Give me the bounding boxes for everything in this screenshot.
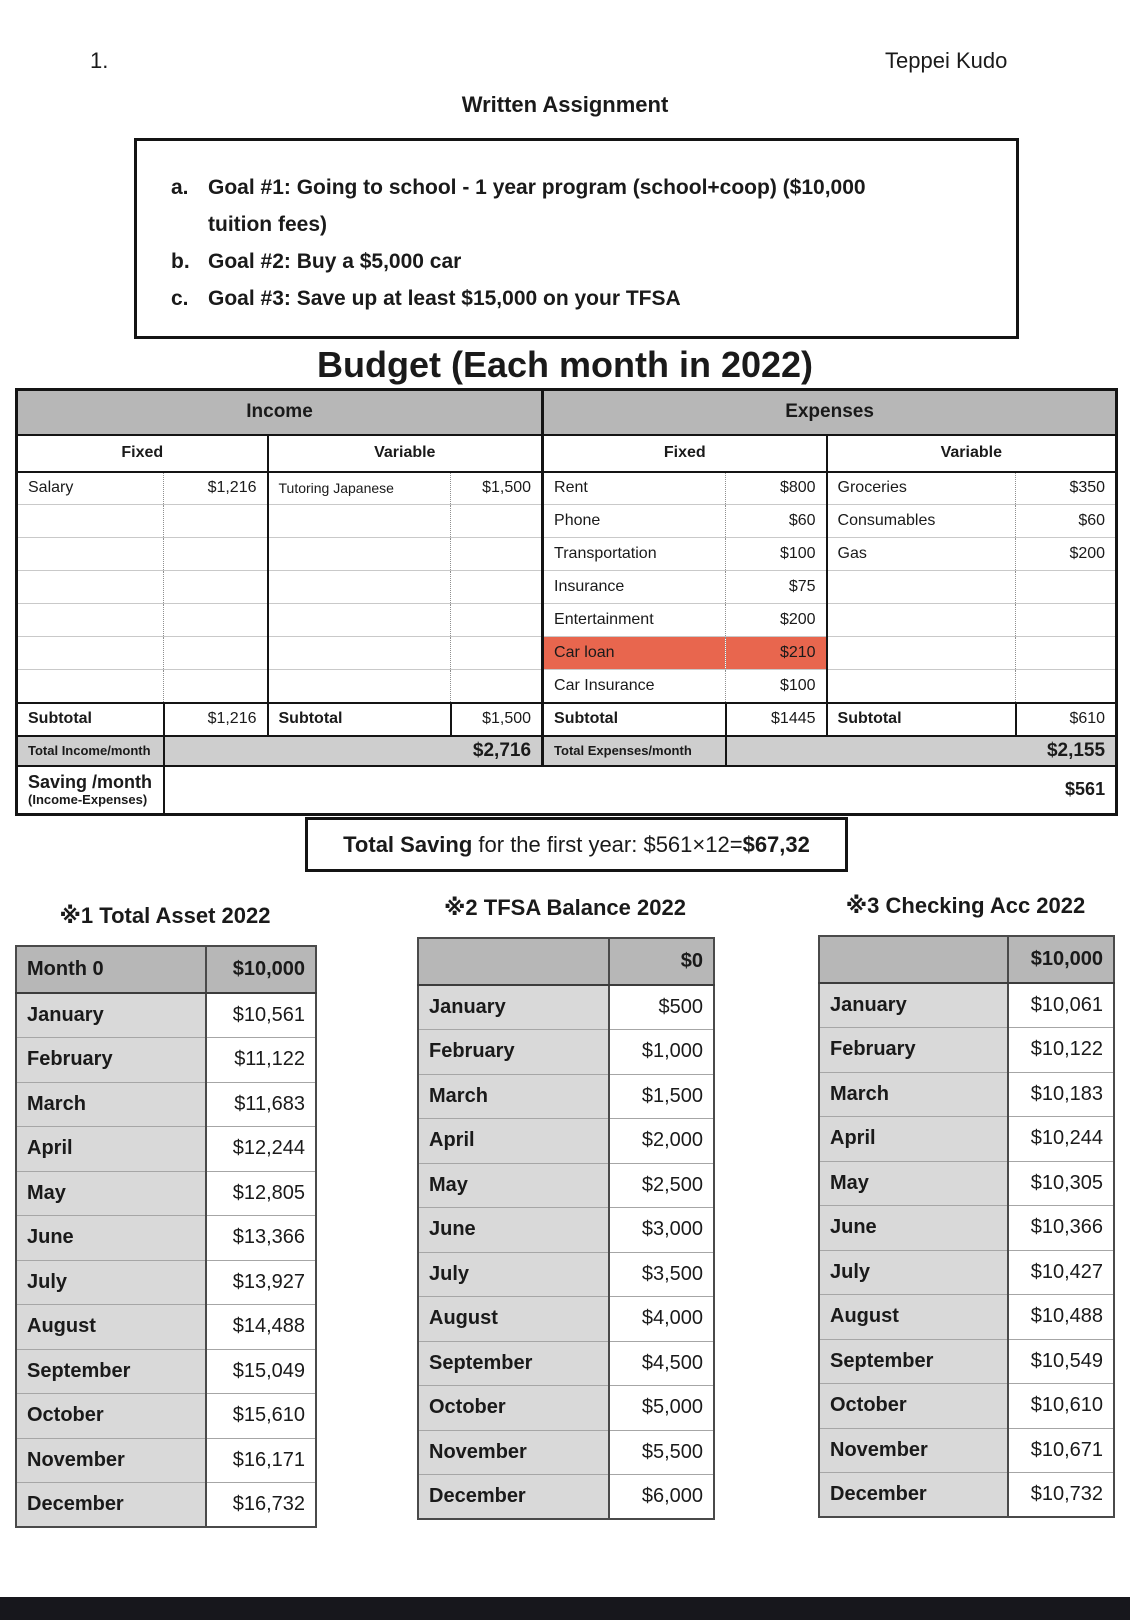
month-label: January [819, 983, 1008, 1028]
table-row [418, 1163, 714, 1208]
table-row [16, 1038, 316, 1083]
month-label: March [16, 1082, 206, 1127]
saving-label: Saving /month [28, 771, 153, 792]
table-row [16, 1305, 316, 1350]
month-value: $10,732 [1008, 1473, 1114, 1518]
table-row [418, 1074, 714, 1119]
total-income-label: Total Income/month [17, 736, 164, 766]
month-value: $14,488 [206, 1305, 316, 1350]
expenses-fixed-subtotal-label: Subtotal [543, 703, 726, 736]
income-fixed-label [17, 505, 164, 538]
table-row [819, 1295, 1114, 1340]
checking-acc-table-section [818, 893, 1115, 1518]
table-row [16, 1216, 316, 1261]
expenses-variable-value [1016, 604, 1117, 637]
total-asset-table-section [15, 903, 317, 1528]
goals-box [134, 138, 1019, 339]
month-label: July [819, 1250, 1008, 1295]
month-value: $4,000 [609, 1297, 714, 1342]
month-value: $10,610 [1008, 1384, 1114, 1429]
table-row [16, 993, 316, 1038]
goal-marker: a. [171, 176, 189, 199]
expenses-variable-value [1016, 670, 1117, 703]
month-value: $10,122 [1008, 1028, 1114, 1073]
header-label [819, 936, 1008, 983]
header-label: Month 0 [16, 946, 206, 993]
month-label: September [418, 1341, 609, 1386]
month-label: December [16, 1483, 206, 1528]
expenses-fixed-value: $200 [726, 604, 827, 637]
month-value: $10,671 [1008, 1428, 1114, 1473]
income-variable-label [268, 670, 451, 703]
month-label: January [418, 985, 609, 1030]
table-row [819, 1028, 1114, 1073]
total-expenses-label: Total Expenses/month [543, 736, 726, 766]
goal-text-line: tuition fees) [208, 213, 327, 236]
month-label: March [819, 1072, 1008, 1117]
expenses-section-header: Expenses [543, 390, 1117, 435]
total-asset-title: ※1 Total Asset 2022 [59, 903, 271, 928]
table-row [418, 1119, 714, 1164]
goal-text-line: Goal #1: Going to school - 1 year program (school+coop) ($10,000 [208, 176, 866, 199]
goal-text [208, 280, 1016, 317]
table-row [819, 1072, 1114, 1117]
income-fixed-value [164, 670, 268, 703]
expenses-variable-subtotal-label: Subtotal [827, 703, 1016, 736]
note-value: $67,32 [742, 831, 810, 857]
month-label: June [16, 1216, 206, 1261]
tfsa-balance-table-section [417, 895, 715, 1520]
month-value: $10,549 [1008, 1339, 1114, 1384]
goal-text-line: Goal #2: Buy a $5,000 car [208, 250, 462, 273]
expenses-variable-label [827, 571, 1016, 604]
total-asset-table [15, 945, 317, 1528]
income-variable-label [268, 604, 451, 637]
month-label: February [418, 1030, 609, 1075]
month-value: $11,122 [206, 1038, 316, 1083]
month-value: $16,732 [206, 1483, 316, 1528]
goal-text [208, 169, 1016, 243]
table-row [16, 1260, 316, 1305]
expenses-fixed-value: $800 [726, 472, 827, 505]
income-variable-value [451, 571, 543, 604]
note-body: for the first year: $561×12= [472, 831, 743, 857]
month-label: April [418, 1119, 609, 1164]
table-row [418, 1430, 714, 1475]
income-variable-header: Variable [268, 435, 543, 472]
month-label: April [819, 1117, 1008, 1162]
goal-marker: c. [171, 287, 189, 310]
month-label: August [16, 1305, 206, 1350]
table-header-row [819, 936, 1114, 983]
checking-acc-table [818, 935, 1115, 1518]
month-value: $12,805 [206, 1171, 316, 1216]
income-fixed-value [164, 604, 268, 637]
month-value: $6,000 [609, 1475, 714, 1520]
expenses-fixed-label-highlighted: Car loan [543, 637, 726, 670]
month-label: October [819, 1384, 1008, 1429]
table-row [418, 1386, 714, 1431]
income-variable-subtotal-label: Subtotal [268, 703, 451, 736]
expenses-variable-label [827, 670, 1016, 703]
table-row [819, 1250, 1114, 1295]
month-value: $10,561 [206, 993, 316, 1038]
month-value: $10,061 [1008, 983, 1114, 1028]
income-variable-label [268, 571, 451, 604]
month-value: $4,500 [609, 1341, 714, 1386]
expenses-variable-label: Gas [827, 538, 1016, 571]
month-label: April [16, 1127, 206, 1172]
income-variable-subtotal-value: $1,500 [451, 703, 543, 736]
budget-title: Budget (Each month in 2022) [316, 344, 814, 385]
income-variable-value [451, 670, 543, 703]
month-value: $15,049 [206, 1349, 316, 1394]
month-value: $1,500 [609, 1074, 714, 1119]
month-value: $1,000 [609, 1030, 714, 1075]
month-value: $10,183 [1008, 1072, 1114, 1117]
month-value: $15,610 [206, 1394, 316, 1439]
goal-item-a [171, 169, 1016, 243]
month-value: $3,500 [609, 1252, 714, 1297]
month-value: $2,000 [609, 1119, 714, 1164]
expenses-variable-label: Consumables [827, 505, 1016, 538]
income-fixed-label [17, 637, 164, 670]
expenses-fixed-value-highlighted: $210 [726, 637, 827, 670]
income-variable-value: $1,500 [451, 472, 543, 505]
expenses-fixed-label: Transportation [543, 538, 726, 571]
doc-title: Written Assignment [461, 92, 669, 117]
table-row [16, 1394, 316, 1439]
expenses-fixed-value: $75 [726, 571, 827, 604]
month-value: $10,305 [1008, 1161, 1114, 1206]
month-value: $10,488 [1008, 1295, 1114, 1340]
budget-row-car-loan [17, 637, 1117, 670]
expenses-fixed-value: $60 [726, 505, 827, 538]
income-variable-label [268, 637, 451, 670]
expenses-variable-label: Groceries [827, 472, 1016, 505]
expenses-variable-value: $350 [1016, 472, 1117, 505]
month-label: July [16, 1260, 206, 1305]
income-fixed-value [164, 571, 268, 604]
income-variable-value [451, 637, 543, 670]
saving-value: $561 [1065, 779, 1106, 800]
expenses-variable-value [1016, 637, 1117, 670]
goal-item-c [171, 280, 1016, 317]
tfsa-balance-title: ※2 TFSA Balance 2022 [444, 895, 686, 920]
expenses-fixed-value: $100 [726, 538, 827, 571]
table-row [16, 1349, 316, 1394]
table-header-row [16, 946, 316, 993]
header-value: $10,000 [206, 946, 316, 993]
income-variable-value [451, 604, 543, 637]
table-row [819, 1206, 1114, 1251]
month-value: $5,500 [609, 1430, 714, 1475]
month-label: November [819, 1428, 1008, 1473]
income-fixed-label [17, 670, 164, 703]
table-row [819, 1117, 1114, 1162]
income-fixed-value [164, 637, 268, 670]
income-fixed-label [17, 538, 164, 571]
income-section-header: Income [17, 390, 543, 435]
month-value: $13,927 [206, 1260, 316, 1305]
month-label: December [418, 1475, 609, 1520]
goal-item-b [171, 243, 1016, 280]
month-label: June [819, 1206, 1008, 1251]
month-label: March [418, 1074, 609, 1119]
expenses-fixed-value: $100 [726, 670, 827, 703]
income-variable-label [268, 505, 451, 538]
month-value: $11,683 [206, 1082, 316, 1127]
month-label: August [819, 1295, 1008, 1340]
income-variable-label [268, 538, 451, 571]
note-lead: Total Saving [343, 831, 473, 857]
total-expenses-value: $2,155 [726, 736, 1117, 766]
month-label: October [16, 1394, 206, 1439]
month-value: $10,427 [1008, 1250, 1114, 1295]
page-number: 1. [90, 48, 109, 73]
budget-row [17, 604, 1117, 637]
month-label: May [16, 1171, 206, 1216]
budget-subtotal-row [17, 703, 1117, 736]
expenses-fixed-label: Car Insurance [543, 670, 726, 703]
month-label: February [16, 1038, 206, 1083]
month-label: October [418, 1386, 609, 1431]
month-label: July [418, 1252, 609, 1297]
saving-label-cell [17, 766, 164, 815]
header-value: $10,000 [1008, 936, 1114, 983]
table-row [819, 983, 1114, 1028]
month-label: February [819, 1028, 1008, 1073]
income-fixed-value [164, 538, 268, 571]
expenses-fixed-label: Phone [543, 505, 726, 538]
budget-saving-row [17, 766, 1117, 815]
month-label: December [819, 1473, 1008, 1518]
expenses-variable-value: $200 [1016, 538, 1117, 571]
month-label: November [16, 1438, 206, 1483]
income-fixed-value: $1,216 [164, 472, 268, 505]
month-label: August [418, 1297, 609, 1342]
income-fixed-value [164, 505, 268, 538]
month-value: $5,000 [609, 1386, 714, 1431]
table-row [418, 1252, 714, 1297]
header-value: $0 [609, 938, 714, 985]
budget-row [17, 571, 1117, 604]
table-row [819, 1161, 1114, 1206]
table-row [819, 1428, 1114, 1473]
income-fixed-subtotal-label: Subtotal [17, 703, 164, 736]
goal-text [208, 243, 1016, 280]
income-variable-value [451, 505, 543, 538]
table-row [16, 1438, 316, 1483]
expenses-variable-subtotal-value: $610 [1016, 703, 1117, 736]
table-header-row [418, 938, 714, 985]
total-saving-note [305, 817, 848, 872]
month-value: $12,244 [206, 1127, 316, 1172]
income-fixed-label: Salary [17, 472, 164, 505]
table-row [16, 1171, 316, 1216]
expenses-fixed-label: Entertainment [543, 604, 726, 637]
table-row [418, 1341, 714, 1386]
income-fixed-header: Fixed [17, 435, 268, 472]
budget-row [17, 472, 1117, 505]
table-row [418, 1297, 714, 1342]
table-row [16, 1483, 316, 1528]
table-row [16, 1082, 316, 1127]
budget-subheader-row [17, 435, 1117, 472]
table-row [418, 1030, 714, 1075]
month-label: January [16, 993, 206, 1038]
total-income-value: $2,716 [164, 736, 543, 766]
checking-acc-title: ※3 Checking Acc 2022 [845, 893, 1086, 918]
goal-text-line: Goal #3: Save up at least $15,000 on your TFSA [208, 287, 681, 310]
budget-total-row [17, 736, 1117, 766]
month-label: September [16, 1349, 206, 1394]
expenses-fixed-subtotal-value: $1445 [726, 703, 827, 736]
table-row [819, 1473, 1114, 1518]
tfsa-balance-table [417, 937, 715, 1520]
month-value: $500 [609, 985, 714, 1030]
budget-row [17, 670, 1117, 703]
header-label [418, 938, 609, 985]
viewer-bottom-bar [0, 1597, 1130, 1620]
income-fixed-subtotal-value: $1,216 [164, 703, 268, 736]
month-value: $10,244 [1008, 1117, 1114, 1162]
month-value: $10,366 [1008, 1206, 1114, 1251]
month-value: $2,500 [609, 1163, 714, 1208]
budget-header-row [17, 390, 1117, 435]
expenses-variable-label [827, 604, 1016, 637]
income-variable-value [451, 538, 543, 571]
table-row [16, 1127, 316, 1172]
month-value: $16,171 [206, 1438, 316, 1483]
goal-marker: b. [171, 250, 190, 273]
table-row [418, 1475, 714, 1520]
budget-table [15, 388, 1118, 816]
expenses-variable-label [827, 637, 1016, 670]
expenses-fixed-label: Rent [543, 472, 726, 505]
table-row [819, 1339, 1114, 1384]
budget-row [17, 538, 1117, 571]
table-row [418, 985, 714, 1030]
income-variable-label: Tutoring Japanese [268, 472, 451, 505]
income-fixed-label [17, 571, 164, 604]
author-name: Teppei Kudo [885, 48, 1008, 73]
saving-sublabel: (Income-Expenses) [28, 791, 148, 807]
expenses-variable-header: Variable [827, 435, 1117, 472]
table-row [819, 1384, 1114, 1429]
income-fixed-label [17, 604, 164, 637]
month-value: $13,366 [206, 1216, 316, 1261]
expenses-variable-value: $60 [1016, 505, 1117, 538]
expenses-fixed-header: Fixed [543, 435, 827, 472]
month-label: September [819, 1339, 1008, 1384]
table-row [418, 1208, 714, 1253]
month-label: May [819, 1161, 1008, 1206]
budget-row [17, 505, 1117, 538]
month-label: June [418, 1208, 609, 1253]
month-value: $3,000 [609, 1208, 714, 1253]
expenses-fixed-label: Insurance [543, 571, 726, 604]
month-label: November [418, 1430, 609, 1475]
expenses-variable-value [1016, 571, 1117, 604]
month-label: May [418, 1163, 609, 1208]
